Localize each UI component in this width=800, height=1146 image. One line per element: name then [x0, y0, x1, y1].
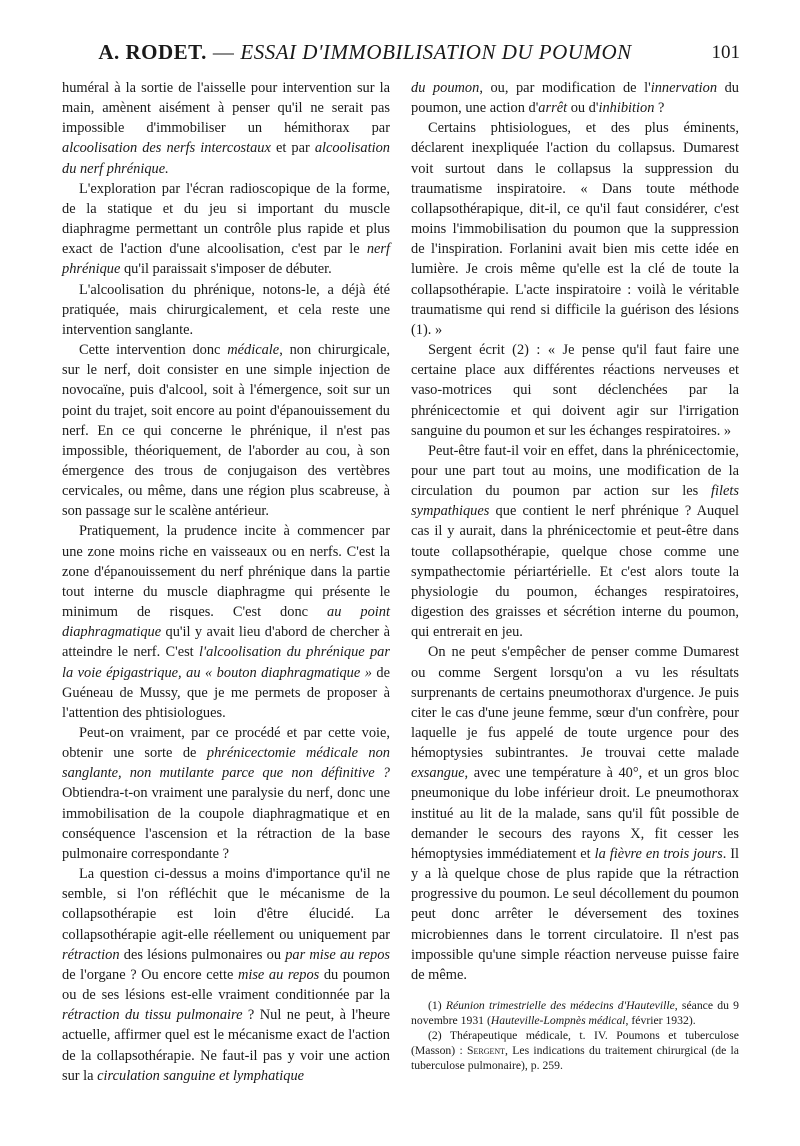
italic-text: alcoolisation du nerf phrénique.: [62, 140, 390, 177]
italic-text: la fièvre en trois jours: [594, 845, 723, 862]
footnote: (2) Thérapeutique médicale, t. IV. Poumons et tuberculose (Masson) : Sergent, Les indications du traitement chirurgical (de la tuberculose pulmonaire), p. 259.: [411, 1029, 739, 1073]
italic-text: phrénicectomie médicale non sanglante, non mutilante parce que non définitive ?: [62, 745, 390, 782]
italic-text: l'alcoolisation du phrénique par la voie épigastrique, au « bouton diaphragmatique »: [62, 644, 390, 681]
footnotes: [411, 998, 739, 1073]
footnote: (1) Réunion trimestrielle des médecins d'Hauteville, séance du 9 novembre 1931 (Hauteville-Lompnès médical, février 1932).: [411, 999, 739, 1028]
paragraph: Sergent écrit (2) : « Je pense qu'il faut faire une certaine place aux différentes réactions nerveuses et vaso-motrices qui sont déclenchées par la phrénicectomie et qui doivent agir sur l'irrigation sanguine du poumon et sur les échanges respiratoires. »: [411, 342, 739, 439]
paragraph: Pratiquement, la prudence incite à commencer par une zone moins riche en vaisseaux ou en nerfs. C'est la zone d'épanouissement du nerf phrénique dans la partie tout interne du muscle diaphragme qui présente le minimum de risques. C'est donc au point diaphragmatique qu'il y avait lieu d'abord de chercher à atteindre le nerf. C'est l'alcoolisation du phrénique par la voie épigastrique, au « bouton diaphragmatique » de Guéneau de Mussy, que je me permets de proposer à l'attention des phtisiologues.: [62, 523, 390, 721]
paragraph: L'alcoolisation du phrénique, notons-le, a déjà été pratiquée, mais chirurgicalement, et cela reste une intervention sanglante.: [62, 281, 390, 338]
running-title: [60, 40, 670, 65]
paragraph: Certains phtisiologues, et des plus éminents, déclarent inexpliquée l'action du collapsus. Dumarest voit surtout dans le collapsus la suppression du traumatisme inspiratoire. « Dans toute méthode collapsothérapique, dit-il, ce qu'il faut considérer, c'est moins l'immobilisation du poumon que la suppression de l'inspiration. Forlanini avait bien mis cette idée en lumière. Je crois même qu'elle est la clé de toute la collapsothérapie. L'acte inspiratoire : voilà le véritable traumatisme qui rend si difficile la guérison des lésions (1). »: [411, 120, 739, 338]
italic-text: innervation: [650, 80, 718, 96]
italic-text: du poumon: [411, 80, 480, 96]
italic-text: nerf phrénique: [62, 241, 390, 278]
italic-text: Hauteville-Lompnès médical: [490, 1014, 626, 1028]
italic-text: rétraction: [62, 946, 120, 963]
italic-text: exsangue: [411, 765, 465, 782]
italic-text: médicale: [227, 342, 280, 359]
italic-text: arrêt: [538, 100, 568, 117]
running-title-separator: —: [212, 40, 235, 64]
left-column: [62, 78, 390, 1086]
italic-text: alcoolisation des nerfs intercostaux: [62, 140, 271, 157]
italic-text: Réunion trimestrielle des médecins d'Hauteville: [445, 999, 675, 1013]
paragraph: du poumon, ou, par modification de l'innervation du poumon, une action d'arrêt ou d'inhibition ?: [411, 80, 739, 117]
paragraph: Cette intervention donc médicale, non chirurgicale, sur le nerf, doit consister en une simple injection de novocaïne, puis d'alcool, soit à l'émergence, soit sur un point du trajet, soit encore au point d'épanouissement du nerf. En ce qui concerne le phrénique, il n'est pas impossible, théoriquement, de l'aborder au cou, à son émergence des trous de conjugaison des vertèbres cervicales, ou même, dans une région plus scabreuse, à son passage sur le scalène antérieur.: [62, 342, 390, 520]
italic-text: filets sympathiques: [411, 483, 739, 520]
italic-text: par mise au repos: [285, 946, 390, 963]
paragraph: L'exploration par l'écran radioscopique de la forme, de la statique et du jeu si important du muscle diaphragme permettant un contrôle plus rapide et plus exact de l'action d'une alcoolisation, c'est par le nerf phrénique qu'il paraissait s'imposer de débuter.: [62, 180, 390, 278]
running-title-author: A. RODET.: [98, 40, 207, 64]
right-column: [411, 78, 739, 1073]
italic-text: au point diaphragmatique: [62, 604, 390, 641]
italic-text: circulation sanguine et lymphatique: [97, 1067, 305, 1084]
page-header: [60, 40, 740, 72]
italic-text: rétraction du tissu pulmonaire: [62, 1007, 243, 1024]
paragraph: Peut-on vraiment, par ce procédé et par cette voie, obtenir une sorte de phrénicectomie médicale non sanglante, non mutilante parce que non définitive ? Obtiendra-t-on vraiment une paralysie du nerf, donc une immobilisation de la coupole diaphragmatique et en conséquence l'ascension et la rétraction de la base pulmonaire correspondante ?: [62, 725, 390, 862]
paragraph: La question ci-dessus a moins d'importance qu'il ne semble, si l'on réfléchit que le mécanisme de la collapsothérapie est loin d'être élucidé. La collapsothérapie agit-elle réellement ou uniquement par rétraction des lésions pulmonaires ou par mise au repos de l'organe ? Ou encore cette mise au repos du poumon ou de ses lésions est-elle vraiment conditionnée par la rétraction du tissu pulmonaire ? Nul ne peut, à l'heure actuelle, affirmer quel est le mécanisme exact de l'action de la collapsothérapie. Ne faut-il pas y voir une action sur la circulation sanguine et lymphatique: [62, 866, 390, 1084]
italic-text: mise au repos: [237, 966, 320, 983]
running-title-text: ESSAI D'IMMOBILISATION DU POUMON: [240, 40, 632, 64]
small-caps-text: Sergent: [466, 1044, 506, 1058]
page-number: 101: [711, 42, 740, 63]
paragraph: huméral à la sortie de l'aisselle pour intervention sur la main, amènent aisément à penser qu'il ne serait pas impossible d'immobiliser un hémithorax par alcoolisation des nerfs intercostaux et par alcoolisation du nerf phrénique.: [62, 80, 390, 177]
paragraph: On ne peut s'empêcher de penser comme Dumarest ou comme Sergent lorsqu'on a vu les résultats surprenants de certains pneumothorax d'urgence. Je puis citer le cas d'une jeune femme, sœur d'un confrère, pour laquelle je fus appelé de toute urgence pour des hémoptysies subintrantes. Je trouvai cette malade exsangue, avec une température à 40°, et un gros bloc pneumonique du lobe inférieur droit. Le pneumothorax institué au lit de la malade, sans qu'il fût possible de demander le secours des rayons X, fit cesser les hémoptysies immédiatement et la fièvre en trois jours. Il y a là quelque chose de plus rapide que la rétraction progressive du poumon. Le seul décollement du poumon peut donc arrêter le déversement des toxines microbiennes dans le torrent circulatoire. Il n'est pas impossible qu'une simple réaction nerveuse puisse faire de même.: [411, 644, 740, 983]
italic-text: inhibition: [598, 100, 655, 117]
paragraph: Peut-être faut-il voir en effet, dans la phrénicectomie, pour une part tout au moins, une modification de la circulation du poumon par action sur les filets sympathiques que contient le nerf phrénique ? Auquel cas il y aurait, dans la phrénicectomie et peut-être dans toute collapsothérapie, quelque chose comme une sympathectomie périartérielle. Et c'est alors toute la physiologie du poumon, échanges respiratoires, digestion des graisses et sécrétion interne du poumon, qui entrerait en jeu.: [411, 442, 739, 641]
